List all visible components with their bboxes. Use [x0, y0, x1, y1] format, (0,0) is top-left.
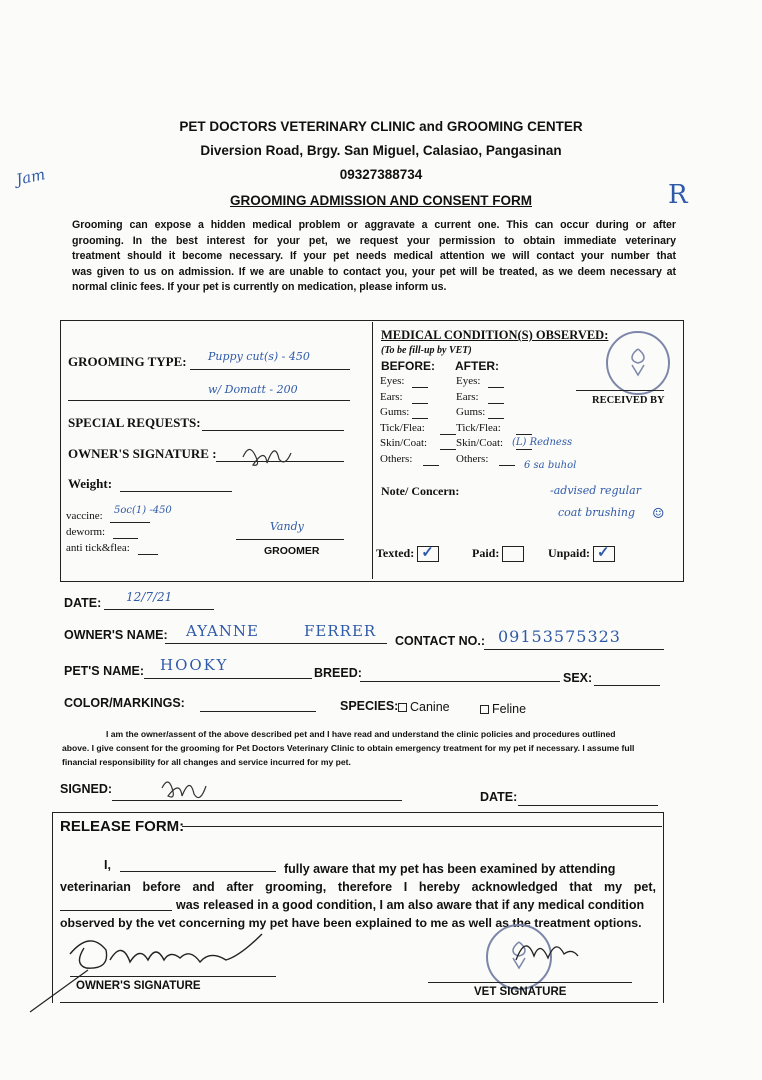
owner-signature-label: OWNER'S SIGNATURE :	[68, 446, 217, 461]
vaccine-value: 5oc(1) -450	[114, 505, 172, 516]
feline-label: Feline	[492, 702, 527, 716]
before-item-line	[423, 465, 439, 466]
release-name-line	[120, 871, 276, 872]
species-label: SPECIES:	[340, 699, 399, 713]
after-item: Gums:	[456, 406, 486, 418]
release-line3: was released in a good condition, I am also aware that if any medical condition	[176, 898, 645, 912]
canine-label: Canine	[410, 700, 450, 714]
others-after-value: 6 sa buhol	[524, 460, 577, 471]
intro-line: Grooming can expose a hidden medical problem or aggravate a current one. This can occur during or after	[72, 219, 676, 231]
check-icon: ✓	[597, 545, 610, 562]
color-markings-line	[200, 711, 316, 712]
species-feline-option[interactable]	[480, 702, 526, 716]
after-label: AFTER:	[455, 359, 499, 373]
note-label: Note/ Concern:	[381, 484, 460, 498]
skin-after-value: (L) Redness	[512, 437, 573, 448]
after-item: Skin/Coat:	[456, 437, 504, 449]
vaccine-line	[110, 522, 150, 523]
consent-line: financial responsibility for all changes and service incurred for my pet.	[62, 757, 351, 767]
unpaid-field[interactable]	[548, 546, 615, 562]
owner-name-line	[165, 643, 387, 644]
consent-line: above. I give consent for the grooming for Pet Doctors Veterinary Clinic to obtain emergency treatment for my pet if necessary. I assume full	[62, 743, 635, 753]
breed-line	[360, 681, 560, 682]
signed-signature-mark	[156, 774, 216, 808]
contact-label: CONTACT NO.:	[395, 634, 486, 648]
before-item: Eyes:	[380, 375, 405, 387]
intro-paragraph	[72, 218, 676, 296]
after-item: Tick/Flea:	[456, 421, 501, 434]
received-by-label: RECEIVED BY	[592, 395, 665, 406]
breed-label: BREED:	[314, 666, 362, 680]
release-title-rule	[182, 826, 662, 827]
owner-name-label: OWNER'S NAME:	[64, 628, 168, 642]
margin-note-left: Jam	[14, 165, 47, 189]
owner-release-signature-mark	[30, 920, 280, 1010]
date-line	[104, 609, 214, 610]
feline-checkbox[interactable]	[480, 705, 489, 714]
before-item: Ears:	[380, 390, 403, 403]
release-pet-line	[60, 910, 172, 911]
after-item: Eyes:	[456, 375, 481, 387]
after-item: Ears:	[456, 390, 479, 403]
form-title: GROOMING ADMISSION AND CONSENT FORM	[230, 193, 532, 208]
signed-date-label: DATE:	[480, 790, 518, 804]
vet-signature-mark	[512, 930, 592, 970]
consent-line: I am the owner/assent of the above described pet and I have read and understand the clinic policies and procedures outlined	[106, 729, 616, 739]
signed-label: SIGNED:	[60, 782, 113, 796]
weight-label: Weight:	[68, 476, 113, 491]
note-value-2: coat brushing	[558, 506, 636, 519]
paid-field[interactable]	[472, 546, 524, 562]
intro-line: normal clinic fees. If your pet is currently on medication, please inform us.	[72, 281, 447, 293]
grooming-type-line	[190, 369, 350, 370]
sex-line	[594, 685, 660, 686]
groomer-label: GROOMER	[264, 545, 320, 557]
owner-release-signature-line	[70, 976, 276, 977]
after-item-line	[516, 449, 532, 450]
owner-first-name: AYANNE	[186, 622, 259, 640]
after-item-line	[499, 465, 515, 466]
check-icon: ✓	[421, 545, 434, 562]
margin-note-right: R	[668, 180, 688, 210]
deworm-line	[113, 538, 138, 539]
after-item-line	[488, 387, 504, 388]
before-item-line	[412, 418, 428, 419]
received-by-line	[576, 390, 664, 391]
release-bottom-rule	[60, 1002, 658, 1003]
intro-line: grooming. In the best interest for your pet, we request your permission to obtain immediate veterinary	[72, 234, 676, 247]
grooming-type-value-2: w/ Domatt - 200	[208, 383, 298, 396]
clinic-phone: 09327388734	[339, 167, 423, 182]
before-item-line	[412, 403, 428, 404]
sex-label: SEX:	[563, 671, 593, 685]
before-item-line	[440, 434, 456, 435]
medical-title: MEDICAL CONDITION(S) OBSERVED:	[381, 328, 609, 342]
vet-signature-line	[428, 982, 632, 983]
release-line2: veterinarian before and after grooming, therefore I hereby acknowledged that my pet,	[60, 880, 656, 894]
special-requests-line	[202, 430, 344, 431]
canine-checkbox[interactable]	[398, 703, 407, 712]
grooming-type-line-2	[68, 400, 350, 401]
antitick-label: anti tick&flea:	[66, 542, 130, 554]
weight-line	[120, 491, 232, 492]
pet-name-value: HOOKY	[160, 656, 229, 674]
before-item: Gums:	[380, 406, 410, 418]
paid-label: Paid:	[472, 546, 500, 560]
intro-line: treatment should it become necessary. If your pet needs medical attention we will contact your number that	[72, 250, 676, 262]
after-item: Others:	[456, 452, 489, 465]
before-label: BEFORE:	[381, 359, 435, 373]
antitick-line	[138, 554, 158, 555]
before-item: Others:	[380, 452, 413, 465]
owner-release-signature-label: OWNER'S SIGNATURE	[76, 980, 201, 992]
before-item-line	[440, 449, 456, 450]
clinic-name: PET DOCTORS VETERINARY CLINIC and GROOMING CENTER	[179, 119, 583, 134]
groomer-value: Vandy	[270, 520, 304, 533]
release-line1-start: I,	[104, 858, 111, 872]
release-line4: observed by the vet concerning my pet have been explained to me as well as the treatment options.	[60, 916, 642, 930]
release-line1-end: fully aware that my pet has been examined by attending	[284, 862, 616, 876]
vet-signature-label: VET SIGNATURE	[474, 986, 567, 998]
species-canine-option[interactable]	[398, 700, 450, 714]
before-item-line	[412, 387, 428, 388]
box-divider	[372, 322, 373, 579]
after-item-line	[488, 418, 504, 419]
consent-paragraph	[62, 727, 666, 769]
intro-line: was given to us on admission. If we are unable to contact you, your pet will be treated, as we deem necessary at	[72, 265, 676, 278]
paid-checkbox[interactable]	[502, 546, 524, 562]
clinic-address: Diversion Road, Brgy. San Miguel, Calasiao, Pangasinan	[200, 143, 562, 158]
before-item: Skin/Coat:	[380, 437, 428, 449]
grooming-type-label: GROOMING TYPE:	[68, 354, 187, 369]
texted-label: Texted:	[376, 546, 415, 560]
before-item: Tick/Flea:	[380, 421, 425, 434]
date-label: DATE:	[64, 596, 102, 610]
release-title: RELEASE FORM:	[60, 818, 185, 835]
signed-date-line	[518, 805, 658, 806]
special-requests-label: SPECIAL REQUESTS:	[68, 415, 201, 430]
date-value: 12/7/21	[126, 590, 173, 604]
smiley-icon: ☺	[652, 506, 665, 522]
contact-line	[484, 649, 664, 650]
groomer-line	[236, 539, 344, 540]
medical-subtitle: (To be fill-up by VET)	[381, 345, 472, 356]
unpaid-label: Unpaid:	[548, 546, 591, 560]
owner-last-name: FERRER	[304, 622, 377, 640]
after-item-line	[516, 434, 532, 435]
vet-stamp-icon	[606, 331, 670, 395]
grooming-type-value-1: Puppy cut(s) - 450	[208, 350, 310, 363]
note-value-1: -advised regular	[550, 484, 641, 497]
unpaid-checkbox[interactable]	[593, 546, 615, 562]
vaccine-label: vaccine:	[66, 510, 103, 522]
pet-name-line	[144, 678, 312, 679]
texted-checkbox[interactable]	[417, 546, 439, 562]
after-item-line	[488, 403, 504, 404]
texted-field[interactable]	[376, 546, 439, 562]
contact-value: 09153575323	[498, 627, 621, 646]
deworm-label: deworm:	[66, 526, 106, 538]
owner-signature-mark	[235, 437, 295, 471]
color-markings-label: COLOR/MARKINGS:	[64, 696, 185, 710]
pet-name-label: PET'S NAME:	[64, 664, 145, 678]
